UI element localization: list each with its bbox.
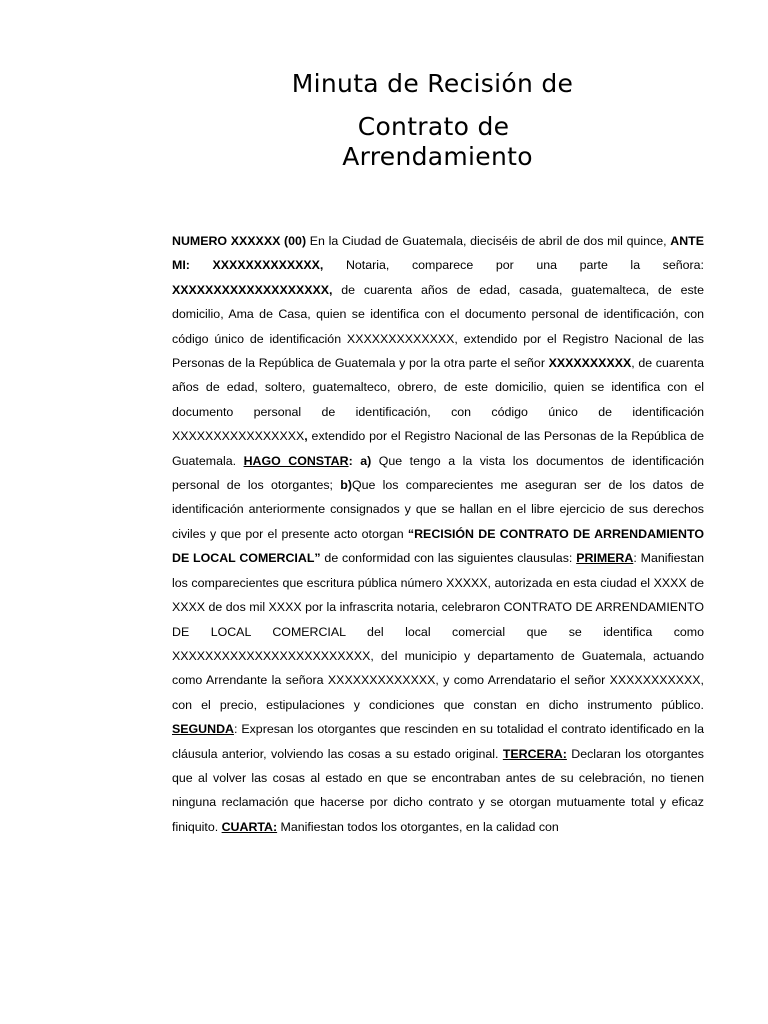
body-text-segment: Manifiestan todos los otorgantes, en la calidad con: [277, 819, 559, 834]
hago-constar-heading: HAGO CONSTAR: [243, 453, 349, 468]
body-text-segment: de conformidad con las siguientes clausulas:: [320, 551, 577, 566]
body-text-segment: de cuarenta años de edad, casada, guatemalteca, de este domicilio, Ama de Casa, quien se identifica con el documento personal de identificación, con código único de identificación XXXXXXXXXXXXX, extendido por el Registro Nacional de las Personas de la República de Guatemala y por la otra parte el señor: [172, 282, 704, 371]
body-text-bold-comma: ,: [304, 429, 308, 444]
clause-tercera-heading: TERCERA:: [502, 746, 567, 761]
body-text-segment: Declaran los otorgantes que al volver las cosas al estado en que se encontraban antes de su celebración, no tienen ninguna reclamación que hacerse por dicho contrato y se otorgan mutuamente total y eficaz finiquito.: [172, 746, 704, 834]
body-text-segment: Notaria, comparece por una parte la señora:: [323, 258, 705, 273]
party-name-lessee: XXXXXXXXXX: [548, 356, 632, 371]
item-b-marker: b): [340, 478, 352, 493]
body-text-segment: extendido por el Registro Nacional de las Personas de la República de Guatemala.: [172, 429, 704, 468]
body-text-segment: : Expresan los otorgantes que rescinden en su totalidad el contrato identificado en la cláusula anterior, volviendo las cosas a su estado original.: [172, 722, 704, 761]
item-a-marker: : a): [348, 453, 372, 468]
title-line-1: Minuta de Recisión de: [291, 69, 574, 98]
title-line-3: Arrendamiento: [342, 142, 533, 171]
notary-mention: ANTE MI: XXXXXXXXXXXXX,: [172, 234, 704, 273]
body-text-segment: En la Ciudad de Guatemala, dieciséis de abril de dos mil quince,: [306, 234, 671, 248]
clause-primera-heading: PRIMERA: [576, 551, 634, 566]
body-text-segment: : Manifiestan los comparecientes que escritura pública número XXXXX, autorizada en esta ciudad el XXXX de XXXX de dos mil XXXX por la infrascrita notaria, celebraron CONTRATO DE ARRENDAMIENTO DE LOCAL COMERCIAL del local comercial que se identifica como XXXXXXXXXXXXXXXXXXXXXXXX, del municipio y departamento de Guatemala, actuando como Arrendante la señora XXXXXXXXXXXXX, y como Arrendatario el señor XXXXXXXXXXX, con el precio, estipulaciones y condiciones que constan en dicho instrumento público.: [172, 551, 704, 712]
document-body-paragraph: [172, 229, 704, 839]
clause-cuarta-heading: CUARTA:: [221, 819, 278, 834]
deed-number: NUMERO XXXXXX (00): [172, 234, 307, 248]
body-text-segment: , de cuarenta años de edad, soltero, guatemalteco, obrero, de este domicilio, quien se identifica con el documento personal de identificación, con código único de identificación XXXXXXXXXXXXXXXX: [172, 356, 704, 444]
body-text-segment: Que tengo a la vista los documentos de identificación personal de los otorgantes;: [172, 453, 704, 493]
clause-segunda-heading: SEGUNDA: [172, 722, 234, 737]
document-title: [0, 70, 768, 171]
body-text-segment: Que los comparecientes me aseguran ser de los datos de identificación anteriormente consignados y que se hallan en el libre ejercicio de sus derechos civiles y que por el presente acto otorgan: [172, 478, 704, 541]
title-line-2: Contrato de: [357, 112, 510, 141]
party-name-lessor: XXXXXXXXXXXXXXXXXXX,: [172, 282, 333, 297]
contract-name: “RECISIÓN DE CONTRATO DE ARRENDAMIENTO DE LOCAL COMERCIAL”: [172, 526, 704, 566]
